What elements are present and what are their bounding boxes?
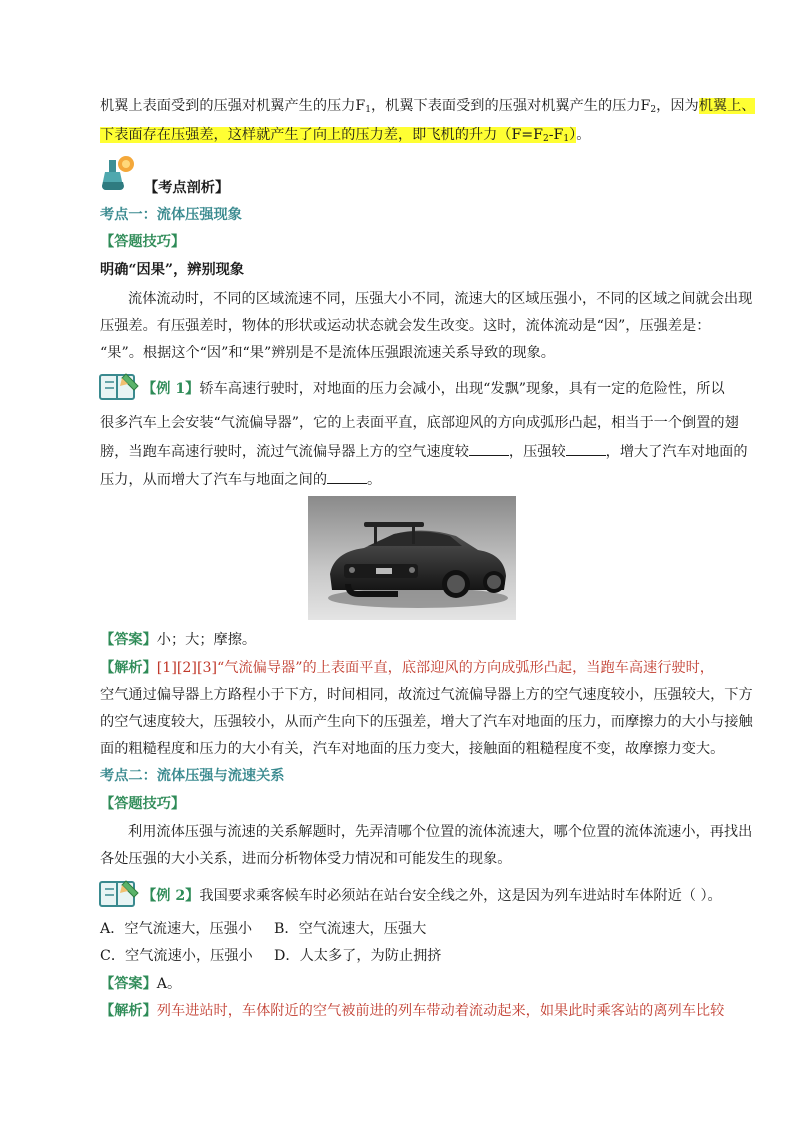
ex2-analysis: 【解析】列车进站时，车体附近的空气被前进的列车带动着流动起来，如果此时乘客站的离列车比较 xyxy=(100,1003,725,1019)
notebook-icon xyxy=(98,370,142,402)
kp1-skill-head: 明确“因果”，辨别现象 xyxy=(100,262,245,278)
ex1-answer: 【答案】小；大；摩擦。 xyxy=(100,632,257,648)
kp2-line: 各处压强的大小关系，进而分析物体受力情况和可能发生的现象。 xyxy=(100,851,512,867)
ex1-analysis-line: 的空气速度较大，压强较小，从而产生向下的压强差，增大了汽车对地面的压力，而摩擦力的大小与接触 xyxy=(100,714,753,730)
ex2-option-c: C．空气流速小，压强小 xyxy=(100,948,253,964)
kp1-title: 考点一：流体压强现象 xyxy=(100,207,242,223)
highlight: 机翼上、 xyxy=(698,98,756,114)
ex2-option-b: B．空气流速大，压强大 xyxy=(274,921,427,937)
kp2-skill-label: 【答题技巧】 xyxy=(100,796,186,812)
answer-blank xyxy=(566,441,606,456)
notebook-icon xyxy=(98,877,142,909)
kp1-skill-label: 【答题技巧】 xyxy=(100,234,186,250)
ex1-analysis: 【解析】[1][2][3]“气流偏导器”的上表面平直，底部迎风的方向成弧形凸起，当跑车高速行驶时， xyxy=(100,660,714,676)
kp2-line: 利用流体压强与流速的关系解题时，先弄清哪个位置的流体流速大，哪个位置的流体流速小，再找出 xyxy=(128,824,753,840)
ex1-analysis-line: 空气通过偏导器上方路程小于下方，时间相同，故流过气流偏导器上方的空气速度较小，压强较大，下方 xyxy=(100,687,753,703)
sports-car-image xyxy=(308,496,516,620)
ex2-option-d: D．人太多了，为防止拥挤 xyxy=(274,948,442,964)
flask-icon xyxy=(100,154,142,192)
kp2-title: 考点二：流体压强与流速关系 xyxy=(100,768,285,784)
ex1-analysis-line: 面的粗糙程度和压力的大小有关，汽车对地面的压力变大，接触面的粗糙程度不变，故摩擦力变大。 xyxy=(100,741,725,757)
ex1-line4: 压力，从而增大了汽车与地面之间的 。 xyxy=(100,469,381,490)
ex2-option-a: A．空气流速大，压强小 xyxy=(100,921,253,937)
ex1-line2: 很多汽车上会安装“气流偏导器”，它的上表面平直，底部迎风的方向成弧形凸起，相当于一个倒置的翅 xyxy=(100,415,739,431)
kp1-line: 流体流动时，不同的区域流速不同，压强大小不同，流速大的区域压强小，不同的区域之间就会出现 xyxy=(128,291,753,307)
para1-line1: 机翼上表面受到的压强对机翼产生的压力$F_1$，机翼下表面受到的压强对机翼产生的压力$F_2$，因为机翼上、 xyxy=(100,98,756,115)
ex2-question: 【例 2】我国要求乘客候车时必须站在站台安全线之外，这是因为列车进站时车体附近（ ）。 xyxy=(142,888,722,904)
ex1-line1: 【例 1】轿车高速行驶时，对地面的压力会减小，出现“发飘”现象，具有一定的危险性，所以 xyxy=(142,381,725,397)
section-title: 【考点剖析】 xyxy=(144,180,230,196)
answer-blank xyxy=(327,469,367,484)
para1-line2: 下表面存在压强差，这样就产生了向上的压力差，即飞机的升力$(F=F_2-F_1)$。 xyxy=(100,127,591,144)
kp1-line: 压强差。有压强差时，物体的形状或运动状态就会发生改变。这时，流体流动是“因”，压强差是： xyxy=(100,318,711,334)
kp1-line: “果”。根据这个“因”和“果”辨别是不是流体压强跟流速关系导致的现象。 xyxy=(100,345,555,361)
ex1-line3: 膀，当跑车高速行驶时，流过气流偏导器上方的空气速度较 ，压强较 ，增大了汽车对地面的 xyxy=(100,441,748,462)
answer-blank xyxy=(469,441,509,456)
ex2-answer: 【答案】A。 xyxy=(100,976,182,992)
